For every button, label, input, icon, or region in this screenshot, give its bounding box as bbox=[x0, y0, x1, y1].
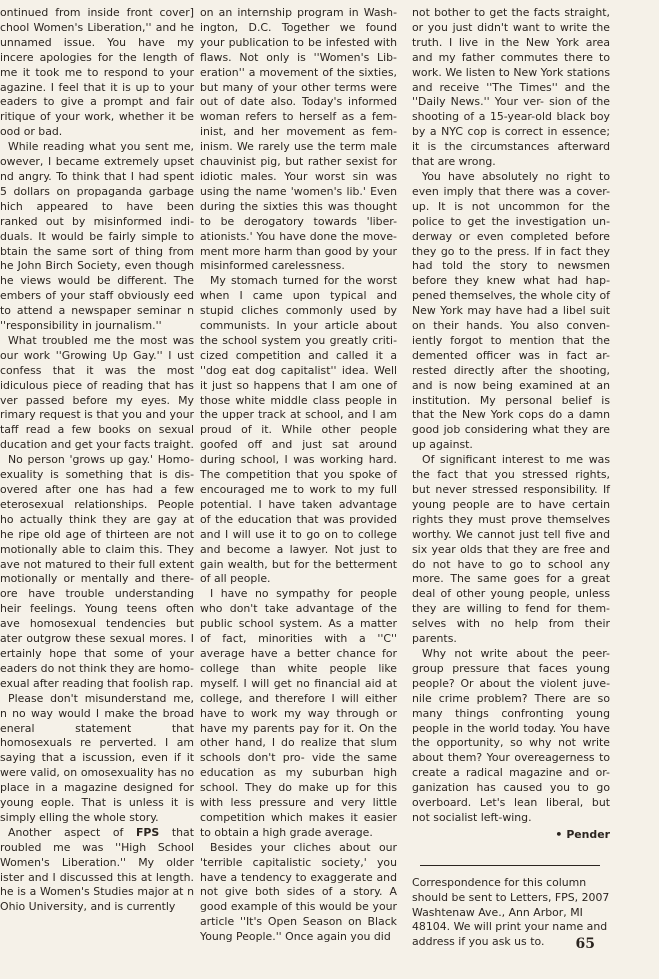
letter-column-1 bbox=[0, 6, 194, 915]
text-segment: that roubled me was ''High School Women's Liberation.'' My older ister and I discussed this at length. he is a Women's Studies major at n Ohio University, and is currently bbox=[0, 825, 194, 914]
fps-emphasis: FPS bbox=[135, 825, 160, 839]
letter-column-3 bbox=[412, 6, 610, 950]
paragraph: I have no sympathy for people who don't take advantage of the public school system. As a matter of fact, minorities with a ''C'' average have a better chance for college than white people like myself. I will get no financial aid at college, and therefore I will either have to work my way through or have my parents pay for it. On the other hand, I do realize that slum schools don't pro- vide the same education as my suburban high school. They do make up for this with less pressure and very little competition which makes it easier to obtain a high grade average. bbox=[200, 587, 397, 839]
letter-column-2 bbox=[200, 6, 397, 945]
paragraph: not bother to get the facts straight, or you just didn't want to write the truth. I live in the New York area and my father commutes there to work. We listen to New York stations and receive ''The Times'' and the ''Daily News.'' Your ver- sion of the shooting of a 15-year-old black boy by a NYC cop is correct in essence; it is the circumstances afterward that are wrong. bbox=[412, 6, 610, 169]
signature-name: Pender bbox=[566, 827, 610, 841]
page-number: 65 bbox=[575, 936, 595, 952]
paragraph: Besides your cliches about our 'terrible capitalistic society,' you have a tendency to exaggerate and not give both sides of a story. A good example of this would be your article ''It's Open Season on Black Young People.'' Once again you did bbox=[200, 840, 397, 944]
correspondence-text: Correspondence for this column should be sent to Letters, FPS, 2007 Washtenaw Ave., Ann Arbor, MI 48104. We will print your name and address if you ask us to. bbox=[412, 875, 610, 949]
paragraph: No person 'grows up gay.' Homo- exuality is something that is dis- overed after one has had a few eterosexual relationships. People ho actually think they are gay at he ripe old age of thirteen are not motionally able to claim this. They ave not matured to their full extent motionally or mentally and there- ore have trouble understanding heir feelings. Young teens often ave homosexual tendencies but ater outgrow these sexual mores. I ertainly hope that some of your eaders do not think they are homo- exual after reading that foolish rap. bbox=[0, 453, 194, 690]
paragraph: Why not write about the peer- group pressure that faces young people? Or about the violent juve- nile crime problem? There are so many things confronting young people in the world today. You have the opportunity, so why not write about them? Your overeagerness to create a radical magazine and or- ganization has caused you to go overboard. Let's lean liberal, but not socialist left-wing. bbox=[412, 646, 610, 824]
paragraph: Please don't misunderstand me, n no way would I make the broad eneral statement that homosexuals re perverted. I am saying that a iscussion, even if it were valid, on omosexuality has no place in a magazine designed for young eople. That is unless it is simply elling the whole story. bbox=[0, 691, 194, 824]
bullet-icon: • bbox=[555, 827, 563, 841]
paragraph: ontinued from inside front cover] chool Women's Liberation,'' and he unnamed issue. You have my incere apologies for the length of me it took me to respond to your agazine. I feel that it is up to your eaders to give a prompt and fair ritique of your work, whether it be ood or bad. bbox=[0, 6, 194, 139]
paragraph: My stomach turned for the worst when I came upon typical and stupid cliches commonly used by communists. In your article about the school system you greatly criti- cized competition and called it a ''dog eat dog capitalist'' idea. Well it just so happens that I am one of those white middle class people in the upper track at school, and I am proud of it. While other people goofed off and just sat around during school, I was working hard. The competition that you spoke of encouraged me to work to my full potential. I have taken advantage of the education that was provided and I will use it to go on to college and become a lawyer. Not just to gain wealth, but for the betterment of all people. bbox=[200, 274, 397, 586]
paragraph: on an internship program in Wash- ington, D.C. Together we found your publication to be infested with flaws. Not only is ''Women's Lib- eration'' a movement of the sixties, but many of your other terms were out of date also. Today's informed woman refers to herself as a fem- inist, and her movement as fem- inism. We rarely use the term male chauvinist pig, but rather sexist for idiotic males. Your worst sin was using the name 'women's lib.' Even during the sixties this was thought to be derogatory towards 'liber- ationists.' You have done the move- ment more harm than good by your misinformed carelessness. bbox=[200, 6, 397, 273]
divider bbox=[420, 865, 600, 866]
paragraph: You have absolutely no right to even imply that there was a cover- up. It is not uncommon for the police to get the investigation un- derway or even completed before they go to the press. If in fact they had told the story to newsmen before they knew what had hap- pened themselves, the whole city of New York may have had a libel suit on their hands. You also conven- iently forgot to mention that the demented officer was in fact ar- rested directly after the shooting, and is now being examined at an institution. My personal belief is that the New York cops do a damn good job considering what they are up against. bbox=[412, 169, 610, 452]
paragraph: What troubled me the most was our work ''Growing Up Gay.'' I ust confess that it was the most idiculous piece of reading that has ver passed before my eyes. My rimary request is that you and your taff read a few books on sexual ducation and get your facts traight. bbox=[0, 333, 194, 452]
paragraph bbox=[0, 826, 194, 915]
text-segment: Another aspect of bbox=[8, 825, 136, 839]
paragraph: Of significant interest to me was the fact that you stressed rights, but never stressed responsibility. If young people are to have certain rights they must prove themselves worthy. We cannot just tell five and six year olds that they are free and do not have to go to school any more. The same goes for a great deal of other young people, unless they are willing to fend for them- selves with no help from their parents. bbox=[412, 453, 610, 646]
paragraph: While reading what you sent me, owever, I became extremely upset nd angry. To think that I had spent 5 dollars on propaganda garbage hich appeared to have been ranked out by misinformed indi- duals. It would be fairly simple to btain the same sort of thing from he John Birch Society, even though he views would be different. The embers of your staff obviously eed to attend a newspaper seminar n ''responsibility in journalism.'' bbox=[0, 140, 194, 333]
signature bbox=[412, 828, 610, 843]
